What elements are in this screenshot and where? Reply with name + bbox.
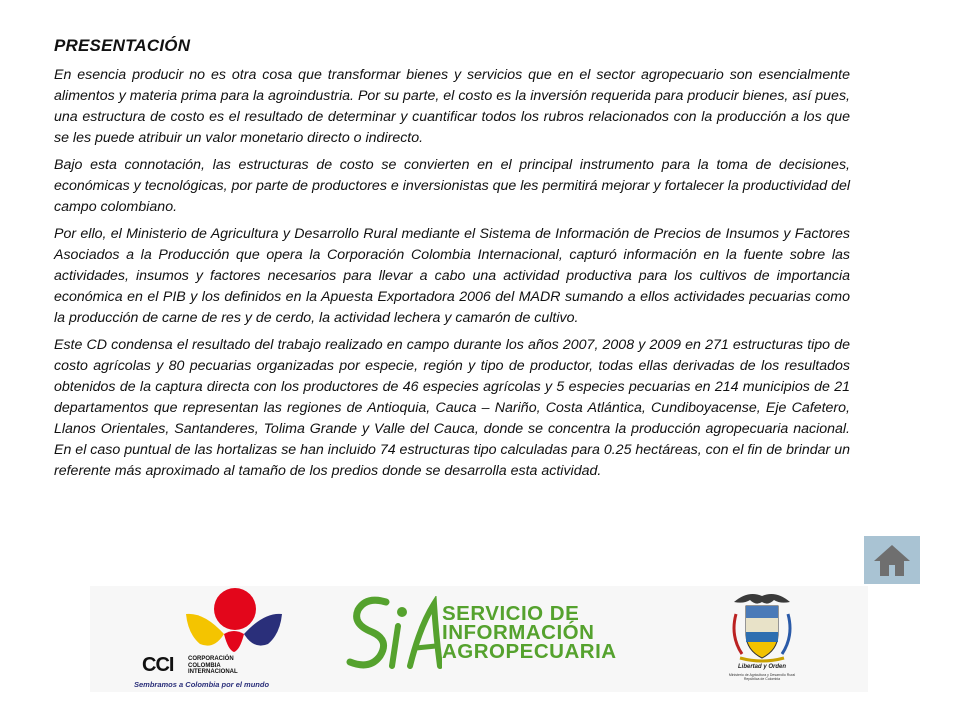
paragraph-3: Por ello, el Ministerio de Agricultura y Desarrollo Rural mediante el Sistema de Información de Precios de Insumos y Factores Asociados a la Producción que opera la Corporación Colombia Internacional, capturó información en la fuente sobre las actividades, insumos y factores necesarios para llevar a cabo una actividad productiva para los cultivos de importancia económica en el PIB y los definidos en la Apuesta Exportadora 2006 del MADR sumando a ellos actividades pecuarias como la producción de carne de res y de cerdo, la actividad lechera y camarón de cultivo. xyxy=(54,226,850,326)
cci-name-line: COLOMBIA xyxy=(188,662,221,669)
ministry-name xyxy=(722,673,802,681)
sia-emblem xyxy=(346,596,442,676)
ministry-motto: Libertad y Orden xyxy=(737,664,786,670)
sia-line: SERVICIO DE xyxy=(442,602,580,625)
sia-line: INFORMACIÓN xyxy=(442,621,595,644)
home-button[interactable] xyxy=(864,536,920,584)
sia-wordmark xyxy=(442,604,617,661)
cci-name-line: INTERNACIONAL xyxy=(188,669,238,675)
sia-line: AGROPECUARIA xyxy=(442,640,617,663)
cci-name-line: CORPORACIÓN xyxy=(188,656,234,662)
coat-of-arms-icon xyxy=(722,588,802,664)
ministry-name-line: Ministerio de Agricultura y Desarrollo Rural xyxy=(728,673,796,677)
paragraph-1: En esencia producir no es otra cosa que transformar bienes y servicios que en el sector agropecuario son esencialmente alimentos y materia prima para la agroindustria. Por su parte, el costo es la inversión requerida para producir bienes, así pues, una estructura de costo es el resultado de determinar y cuantificar todos los rubros relacionados con la producción a los que se les puede atribuir un valor monetario directo o indirecto. xyxy=(54,67,850,146)
footer-logo-bar xyxy=(90,586,868,692)
home-icon xyxy=(872,542,912,578)
cci-logo xyxy=(134,588,294,688)
cci-petals-graphic xyxy=(184,604,284,654)
sia-logo xyxy=(346,596,617,676)
cci-name xyxy=(188,656,258,676)
cci-slogan: Sembramos a Colombia por el mundo xyxy=(134,680,270,689)
ministry-name-line: República de Colombia xyxy=(743,677,781,681)
ministry-logo xyxy=(722,588,802,690)
presentation-section xyxy=(54,36,850,488)
page-title: PRESENTACIÓN xyxy=(54,36,191,55)
paragraph-2: Bajo esta connotación, las estructuras de costo se convierten en el principal instrumento para la toma de decisiones, económicas y tecnológicas, por parte de productores e inversionistas que les permitirá mejorar y fortalecer la productividad del campo colombiano. xyxy=(54,157,850,215)
cci-wordmark: CCI xyxy=(142,654,174,676)
paragraph-4: Este CD condensa el resultado del trabajo realizado en campo durante los años 2007, 2008 y 2009 en 271 estructuras tipo de costo agrícolas y 80 pecuarias organizadas por especie, región y tipo de productor, todas ellas derivadas de los resultados obtenidos de la captura directa con los productores de 46 especies agrícolas y 5 especies pecuarias en 214 municipios de 21 departamentos que representan las regiones de Antioquia, Cauca – Nariño, Costa Atlántica, Cundiboyacense, Eje Cafetero, Llanos Orientales, Santanderes, Tolima Grande y Valle del Cauca, donde se concentra la producción agropecuaria nacional. En el caso puntual de las hortalizas se han incluido 74 estructuras tipo calculadas para 0.25 hectáreas, con el fin de brindar un referente más aproximado al tamaño de los predios donde se desarrolla esta actividad. xyxy=(54,337,850,479)
